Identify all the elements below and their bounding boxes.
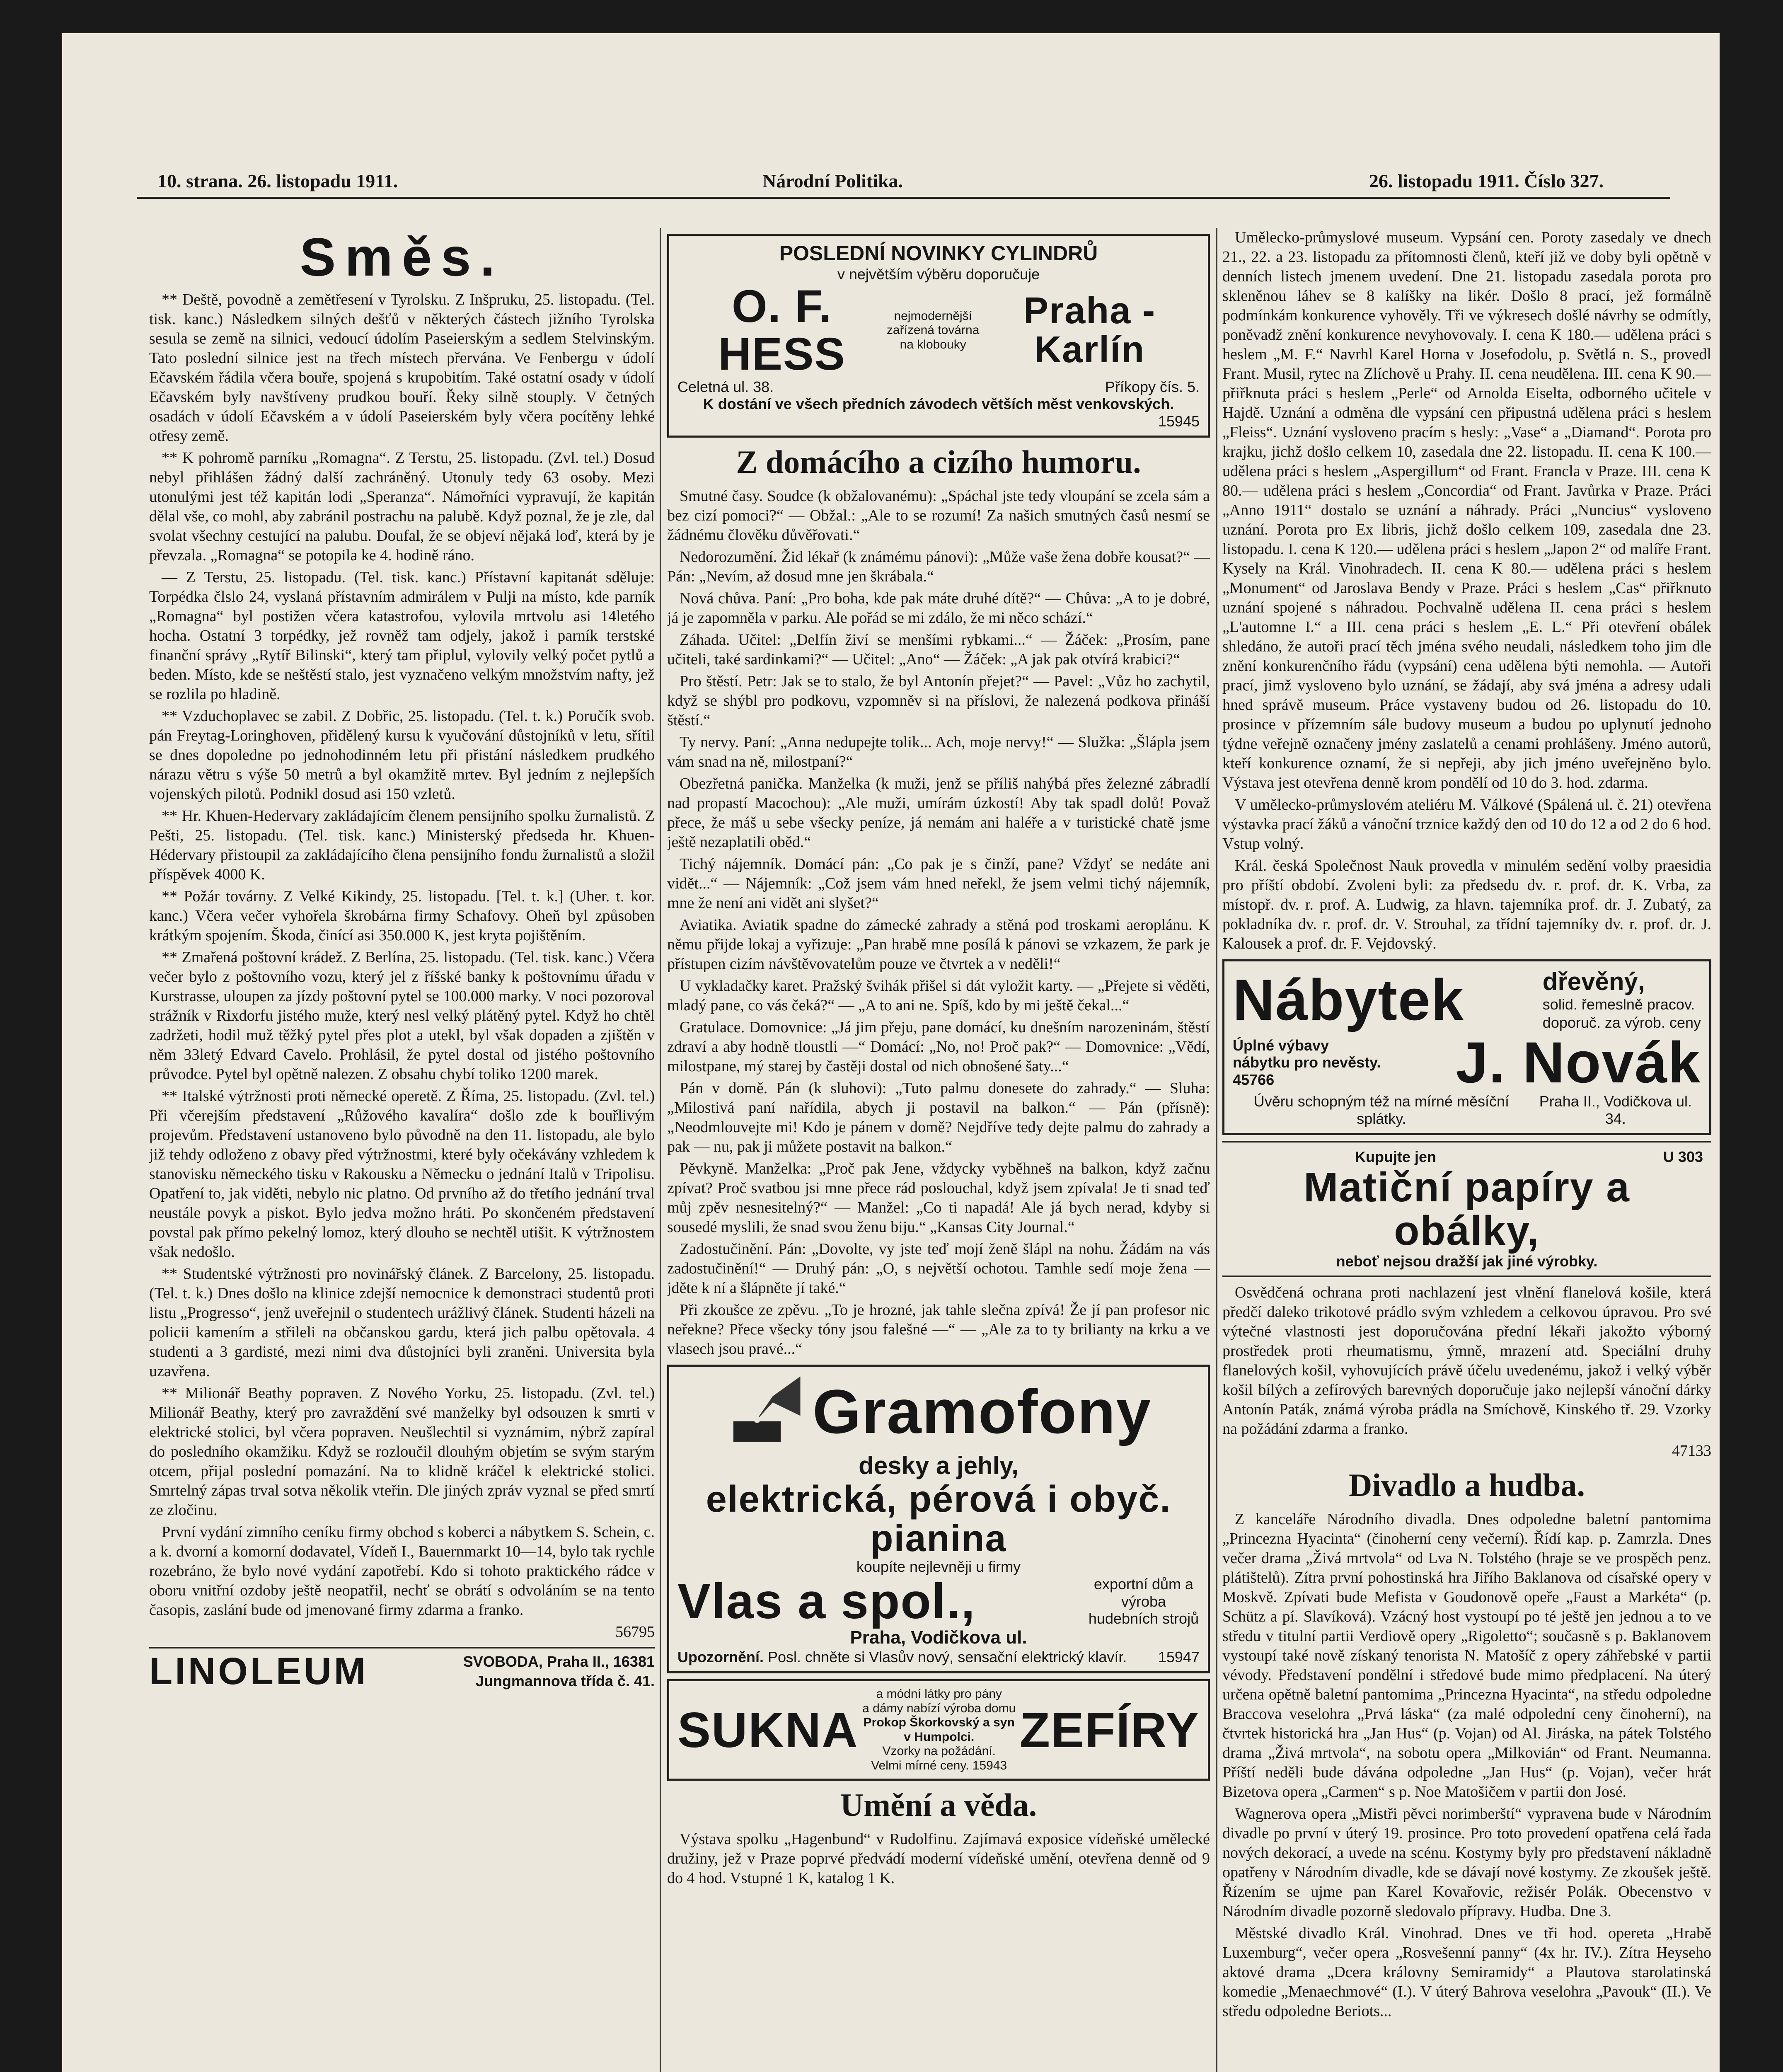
column-smes xyxy=(149,228,655,2072)
newspaper-page xyxy=(62,33,1720,2072)
nabytek-credit: Úvěru schopným též na mírné měsíční splátky. xyxy=(1253,1093,1509,1127)
hess-city: Praha - Karlín xyxy=(1023,290,1156,371)
article: ** Milionář Beathy popraven. Z Nového Yorku, 25. listopadu. (Zvl. tel.) Milionář Beathy, který pro zavraždění své manželky byl odsouzen k smrti v elektrické stolici, byl včera popraven. Neušlechtil si vyznámim, nýbrž zapíral do posledního okamžiku. Když se rozloučil dlouhým objetím se svým starým otcem, přijal poslední pomazání. Na to klidně kráčel k elektrické stolici. Smrtelný zápas trval sotva několik vteřin. Dle jiných zpráv vyznal se před smrtí ze zločinu. xyxy=(149,1385,655,1519)
anecdote: Ty nervy. Paní: „Anna nedupejte tolik... Ach, moje nervy!“ — Služka: „Šlápla jsem vám snad na ně, milostpaní?“ xyxy=(667,733,1210,771)
section-title-umeni: Umění a věda. xyxy=(840,1787,1037,1823)
ad-reference: 15947 xyxy=(1158,1648,1200,1666)
header-masthead: Národní Politika. xyxy=(762,170,903,191)
nabytek-bridal: Úplné výbavy nábytku pro nevěsty. xyxy=(1233,1036,1381,1071)
anecdote: Obezřetná panička. Manželka (k muži, jenž se příliš nahýbá přes železné zábradlí nad propastí Macochou): „Ale muži, umírám úzkostí! Aby tak spadl dolů! Považ přece, že máš u sebe všecky peníze, já nemám ani haléře a v turistické chatě jsme ještě nezaplatili oběd.“ xyxy=(667,775,1210,851)
article: V umělecko-průmyslovém ateliéru M. Válkové (Spálená ul. č. 21) otevřena výstavka prací žáků a vánoční trznice každý den od 10 do 12 a od 2 do 6 hod. Vstup volný. xyxy=(1222,796,1711,852)
article: Umělecko-průmyslové museum. Vypsání cen. Poroty zasedaly ve dnech 21., 22. a 23. listopadu za přítomnosti členů, kteří již ve doby byli opětně v denních listech jmenem uvedení. Dne 21. listopadu zasedala porota pro skleněnou láhev se 8 kalíšky na likér. Došlo 8 prací, jež formálně podmínkám konkurence vyhověly. Tři ve výkresech došlé návrhy se odmítly, poněvadž znění konkurence nevyhovovaly. I. cena K 180.— udělena práci s heslem „M. F.“ Navrhl Karel Horna v Josefodolu, p. Světlá n. S., provedl Frant. Musil, rytec na Zlíchově u Prahy. II. cena neudělena. III. cena K 90.— přiřknuta práci s heslem „Perle“ od Arnolda Eiselta, odborného učitele v Hajdě. Uznání a odměna dle vypsání cen připustná udělena práci s heslem „Fleiss“. Uznání vysloveno pracím s hesly: „Vase“ a „Diamand“. Porota pro krajku, jichž došlo celkem 10, zasedala dne 22. listopadu. II. cena K 100.— udělena práci s heslem „Aspergillum“ od Frant. Francla v Praze. III. cena K 80.— udělena práci s heslem „Concordia“ od Frant. Javůrka v Praze. Práci „Anno 1911“ dostalo se uznání a náhrady. Práci „Nuncius“ vysloveno uznání. Porota pro Ex libris, jichž došlo celkem 109, zasedala dne 23. listopadu. I. cena K 120.— udělena práci s heslem „Japon 2“ od malíře Frant. Kysely na Král. Vinohradech. II. cena K 80.— udělena práci s heslem „Monument“ od Jaroslava Bendy v Praze. Práci s heslem „Cas“ přiřknuto uznání spojené s náhradou. Pochvalně udělena II. cena práci s heslem „L'automne I.“ a III. cena práci s heslem „E. L.“ Při otevření obálek shledáno, že autoři prací těch jména svého neudali, následkem toho jim dle znění konkurenčního řádu (vypsání) cena udělena býti nemohla. — Autoři prací, jimž vysloveno bylo uznání, se žádají, aby svá jména a adresy udali hned správě museum. Práce vystaveny budou od 26. listopadu do 10. prosince v přízemním sále budovy museum a budou po uplynutí jednoho týdne veřejně označeny jmény zaslatelů a cenami prohlášeny. Jméno autorů, kteří konkurence oznamí, že si nepřeji, aby jich jméno uveřejněno bylo. Výstava jest otevřena denně krom pondělí od 10 do 3. hod. zdarma. xyxy=(1222,229,1711,792)
sukna-text xyxy=(862,1687,1016,1773)
article: ** K pohromě parníku „Romagna“. Z Terstu, 25. listopadu. (Zvl. tel.) Dosud nebyl přihlášen žádný další zachráněný. Utonuly tedy 63 osoby. Mezi utonulými jest též kapitán lodi „Speranza“. Námořníci vypravují, že kapitán dělal vše, co mohl, aby zabránil postrachu na palubě. Když poznal, že je zle, dal svolat všechny cestující na palubu. Doufal, že se objeví nějaká loď, která by je převzala. „Romagna“ se potopila ke 4. hodině ráno. xyxy=(149,449,655,564)
gramofony-note: Posl. chněte si Vlasův nový, sensační elektrický klavír. xyxy=(768,1648,1127,1666)
article: ** Vzduchoplavec se zabil. Z Dobřic, 25. listopadu. (Tel. t. k.) Poručík svob. pán Freytag-Loringhoven, přidělený kursu k vyučování důstojníků v letu, sřítil se dnes dopoledne po jednohodinném letu při přistání následkem prudkého nárazu větru s výše 50 metrů a byl okamžitě mrtev. Byl jedním z nejlepších vojenských pilotů. Podnikl dosud asi 150 vzletů. xyxy=(149,707,655,803)
hess-availability: K dostání ve všech předních závodech větších měst venkovských. xyxy=(703,395,1174,413)
gramofony-address: Praha, Vodičkova ul. xyxy=(850,1627,1027,1648)
sukna-line: v Humpolci. xyxy=(904,1730,975,1744)
hess-factory: nejmodernější zařízená továrna na klobouky xyxy=(886,309,980,351)
linoleum-line: SVOBODA, Praha II., 16381 xyxy=(463,1653,655,1670)
sukna-line: a dámy nabízí výroba domu xyxy=(862,1701,1016,1715)
article: Městské divadlo Král. Vinohrad. Dnes ve tři hod. opereta „Hrabě Luxemburg“, večer opera „Rosvešenní panny“ (4x hr. IV.). Zítra Heyseho aktové drama „Dcera královny Semiramidy“ a Plautova starolatinská komedie „Menaechmové“ (I.). V úterý Bahrova veselohra „Pavouk“ (II.). Ve středu odpoledne Beriots... xyxy=(1222,1924,1711,2020)
gramofony-line: koupíte nejlevněji u firmy xyxy=(856,1558,1021,1576)
column-divider xyxy=(660,228,661,2072)
maticni-title: Matiční papíry a obálky, xyxy=(1304,1164,1630,1254)
nabytek-wood: dřevěný, xyxy=(1542,968,1645,995)
anecdote: U vykladačky karet. Pražský švihák přišel si dát vyložit karty. — „Přejete si věděti, mladý pane, co vás čeká?“ — „A to ani ne. Spíš, kdo by mi ještě čekal...“ xyxy=(667,977,1210,1014)
nabytek-address: Praha II., Vodičkova ul. 34. xyxy=(1539,1093,1692,1127)
nabytek-title: Nábytek xyxy=(1233,967,1464,1032)
nabytek-firm: J. Novák xyxy=(1456,1030,1701,1095)
nabytek-line xyxy=(1233,1037,1382,1088)
gramofony-note-label: Upozornění. xyxy=(677,1648,764,1666)
anecdote: Tichý nájemník. Domácí pán: „Co pak je s činží, pane? Vždyť se nedáte ani vidět...“ — Nájemník: „Což jsem vám hned neřekl, že jsem velmi tichý nájemník, mne že není ani vidět ani slyšet?“ xyxy=(667,855,1210,912)
sukna-title: SUKNA xyxy=(677,1702,859,1758)
article: Osvědčená ochrana proti nachlazení jest vlnění flanelová košile, která předčí daleko trikotové prádlo svým vzhledem a celkovou úpravou. Pro své výtečné vlastnosti jest doporučována přední lékaři jakožto výborný prostředek proti rheumatismu, ýmně, mrazení atd. Speciální druhy flanelových košil, vyhovujících právě účelu uvedenému, jakož i velký výběr košil bílých a zefírových barevných doporučuje jako nejlepší vánoční dárky Antonín Paták, známá výroba prádla na Smíchově, Kinského tř. 29. Vzorky na požádání zdarma a franko. xyxy=(1222,1283,1711,1438)
article: Král. česká Společnost Nauk provedla v minulém sedění volby praesidia pro příští období. Zvoleni byli: za předsedu dv. r. prof. dr. K. Vrba, za místopř. dv. r. prof. A. Ludwig, za hlavn. tajemníka prof. dr. J. Zubatý, za pokladníka dv. r. prof. dr. V. Strouhal, za třídní tajemníky dv. r. prof. dr. J. Kalousek a prof. dr. F. Vejdovský. xyxy=(1222,857,1711,952)
gramophone-icon xyxy=(726,1372,804,1451)
anecdote: Smutné časy. Soudce (k obžalovanému): „Spáchal jste tedy vloupání se zcela sám a bez cizí pomoci?“ — Obžal.: „Ale to se rozumí! Za našich smutných časů nesmí se žádnému člověku důvěřovati.“ xyxy=(667,487,1210,544)
section-title-humor: Z domácího a cizího humoru. xyxy=(736,444,1141,480)
section-title-divadlo: Divadlo a hudba. xyxy=(1348,1467,1585,1503)
article: Z kanceláře Národního divadla. Dnes odpoledne baletní pantomima „Princezna Hyacinta“ (činoherní ceny večerní). Řídí kap. p. Zamrzla. Dnes večer drama „Živá mrtvola“ od Lva N. Tolstého (hraje se ve prospěch penz. plátištelů). Zítra první pohostinská hra Jiřího Baklanova od císařské opery v Moskvě. Zpívati bude Mefista v Goudonově opeře „Faust a Markéta“ (p. Schütz a pí. Slavíková). Vzácný host vystoupí po té ještě jen jednou a to ve středu v titulní partii Verdiově opery „Rigoletto“; současně s p. Baklanovem vystoupí také nově získaný tenorista N. Matošíč z opery záhřebské v partii vévody. Představení pondělní i středové bude mimo předplacení. Na úterý určena opětně baletní pantomima „Princezna Hyacinta“, na středu odpoledne Braccova veselohra „Prvá láska“ (za malé odpolední ceny činoherní), na čtvrtek historická hra „Jan Hus“ (p. Vojan) od Al. Jiráska, na pátek Tolstého drama „Živá mrtvola“, na sobotu opera „Milkovián“ od Frant. Neumanna. Příští neděli bude dávána odpoledne „Jan Hus“ (p. Vojan), večer hrát Bizetova opera „Carmen“ s p. Noe Matošičem v partii don José. xyxy=(1222,1510,1711,1801)
maticni-top: Kupujte jen xyxy=(1355,1148,1436,1166)
ad-reference: 47133 xyxy=(1672,1442,1711,1460)
sukna-ad xyxy=(667,1679,1210,1781)
article: ** Požár továrny. Z Velké Kikindy, 25. listopadu. [Tel. t. k.] (Uher. t. kor. kanc.) Včera večer vyhořela škrobárna firmy Schafovy. Oheň byl způsoben krátkým spojením. Škoda, činící asi 350.000 K, jest kryta pojištěním. xyxy=(149,888,655,944)
column-divider xyxy=(1216,228,1217,2072)
ad-reference: U 303 xyxy=(1663,1148,1703,1166)
ad-reference: 45766 xyxy=(1233,1071,1275,1088)
hess-name: O. F. HESS xyxy=(718,281,846,380)
linoleum-line: Jungmannova třída č. 41. xyxy=(475,1673,655,1690)
ad-reference: 56795 xyxy=(615,1623,655,1641)
gramofony-title: Gramofony xyxy=(812,1377,1152,1447)
article: ** Studentské výtržnosti pro novinářský článek. Z Barcelony, 25. listopadu. (Tel. t. k.) Dnes došlo na klinice zdejší nemocnice k demonstraci studentů proti listu „Progresso“, jenž uveřejnil o studentech urážlivý článek. Studenti házeli na policii kamením a střileli na občanskou gardu, která jich palbu opětovala. 4 studenti a 3 gardisté, mezi nimi dva důstojníci byli zraněni. Universita byla uzavřena. xyxy=(149,1265,655,1380)
article: První vydání zimního ceníku firmy obchod s koberci a nábytkem S. Schein, c. a k. dvorní a komorní dodavatel, Vídeň I., Bauernmarkt 10—14, bylo tak rychle rozebráno, že bylo nové vydání zapotřebí. Kdo si tohoto praktického rádce v oboru vnitřní ozdoby ještě neopatřil, nechť se obrátí s odvoláním se na tento časopis, zaslání bude od jmenované firmy zdarma a franko. xyxy=(149,1523,655,1619)
anecdote: Pán v domě. Pán (k sluhovi): „Tuto palmu donesete do zahrady.“ — Sluha: „Milostivá paní nařídila, abych ji postavil na balkon.“ — Pán (přísně): „Neodmlouvejte mi! Kdo je pánem v domě? Nejdříve tedy dejte palmu do zahrady a pak — nu, pak ji můžete postavit na balkon.“ xyxy=(667,1080,1210,1156)
article: ** Zmařená poštovní krádež. Z Berlína, 25. listopadu. (Tel. tisk. kanc.) Včera večer bylo z poštovního vozu, který jel z říšské banky k poštovnímu úřadu v Kurstrasse, uloupen za jízdy poštovní pytel se 100.000 marky. V noci pozoroval strážník v Rixdorfu jistého muže, který nesl velký plátěný pytel. Když ho chtěl zadržeti, hodil muž těžký pytel přes plot a utekl, byl však dopaden a zjištěn v něm 33letý Edvard Cavelo. Prohlásil, že pytel dostal od jistého poštovního průvodce. Pytel byl opětně nalezen. Z obsahu chybí toliko 1200 marek. xyxy=(149,949,655,1083)
article: — Z Terstu, 25. listopadu. (Tel. tisk. kanc.) Přístavní kapitanát sděluje: Torpédka člslo 24, vyslaná přístavním admirálem v Pulji na místo, kde parník „Romagna“ byl postižen včera katastrofou, vylovila mrtvolu asi 14letého hocha. Ostatní 3 torpédky, jež rovněž tam odjely, jakož i parník terstské finanční správy „Rytíř Bilinski“, který tam připlul, vylovily velký počet pytlů a beden. Místo, kde se neštěstí stalo, jest vyznačeno velkým množstvím nafty, jež se rozlila po hladině. xyxy=(149,569,655,703)
ad-reference: 15943 xyxy=(972,1758,1007,1772)
hess-headline: POSLEDNÍ NOVINKY CYLINDRŮ xyxy=(779,242,1098,265)
anecdote: Pěvkyně. Manželka: „Proč pak Jene, vždycky vyběhneš na balkon, když začnu zpívat? Proč svatbou jsi mne přece rád poslouchal, když jsem zpívala! Je ti snad teď můj zpěv nesnesitelný?“ — Manžel: „Co ti napadá! Ale já bych nerad, kdyby si sousedé myslili, že snad svou ženu biju.“ „Kansas City Journal.“ xyxy=(667,1160,1210,1236)
sukna-line: a módní látky pro pány xyxy=(876,1687,1002,1701)
maticni-bottom: neboť nejsou dražší jak jiné výrobky. xyxy=(1336,1252,1598,1270)
header-date-left: 10. strana. 26. listopadu 1911. xyxy=(157,170,398,191)
article: Wagnerova opera „Mistři pěvci norimberští“ vypravena bude v Národním divadle po první v úterý 19. prosince. Pro toto provedení opatřena celá řada nových dekorací, a uvede na scénu. Kostymy byly pro představení nákladně opatřeny v Národním divadle, kde se dávají nové kostymy. Ze zkoušek ještě. Řízením se ujme pan Karel Kovařovic, režisér Polák. Obecenstvo v Národním divadle pozorně sledovalo přípravy. Hudba. Dne 3. xyxy=(1222,1805,1711,1920)
header-rule xyxy=(137,197,1670,199)
anecdote: Nová chůva. Paní: „Pro boha, kde pak máte druhé dítě?“ — Chůva: „A to je dobré, já je zapomněla v parku. Ale pořád se mi zdálo, že mi něco schází.“ xyxy=(667,590,1210,627)
nabytek-line: solid. řemeslně pracov. xyxy=(1542,996,1695,1013)
column-humor xyxy=(667,228,1210,2072)
gramofony-firm: Vlas a spol., xyxy=(677,1573,976,1629)
article: ** Italské výtržnosti proti německé operetě. Z Říma, 25. listopadu. (Zvl. tel.) Při včerejším představení „Růžového kavalíra“ došlo zde k bouřlivým projevům. Představení ustanoveno bylo původně na den 11. listopadu, ale bylo již tehdy odloženo z obavy před výtržnostmi, které byly očekávány vzhledem k stanovisku německého tisku v Rakousku a Německu o jednání Italů v Tripolisu. Opatření to, jak viděti, nebylo nic platno. Od prvního až do třetího jednání trval neustále povyk a piskot. Bylo jedva možno hráti. Po skončeném představení povstal pak přímo pekelný lomoz, který dlouho se nechtěl utišit. K výtržnostem však nedošlo. xyxy=(149,1087,655,1261)
maticni-ad xyxy=(1222,1141,1711,1277)
column-culture xyxy=(1222,228,1711,2072)
anecdote: Gratulace. Domovnice: „Já jim přeju, pane domácí, ku dnešním narozeninám, štěstí zdraví a aby hodně tloustli —“ Domácí: „No, no! Proč pak?“ — Domovnice: „Vědí, milostpane, mý starej by častěji dostal od nich obnošené šaty...“ xyxy=(667,1019,1210,1075)
nabytek-line: doporuč. za výrob. ceny xyxy=(1542,1014,1701,1031)
anecdote: Zadostučinění. Pán: „Dovolte, vy jste teď mojí ženě šlápl na nohu. Žádám na vás zadostučinění!“ — Druhý pán: „O, s největší ochotou. Tamhle sedí moje žena — jděte k ní a šlápněte jí také.“ xyxy=(667,1240,1210,1297)
article: ** Deště, povodně a zemětřesení v Tyrolsku. Z Inšpruku, 25. listopadu. (Tel. tisk. kanc.) Následkem silných dešťů v některých částech jižního Tyrolska sesula se země na silnici, vedoucí údolím Paseierským a sedlem Stelvinským. Tato poslední silnice jest na třech místech přervána. Ve Fenbergu v údolí Ečavském řádila včera bouře, spojená s krupobitím. Také ostatní osady v údolí Ečavském byly navštíveny prudkou bouří. Řeky silně stouply. V četných osadách v údolí Ečavském a v údolí Paseierském byly včera pocítěny lehké otřesy země. xyxy=(149,291,655,445)
anecdote: Aviatika. Aviatik spadne do zámecké zahrady a stěná pod troskami aeroplánu. K němu přijde lokaj a vyřizuje: „Pan hrabě mne posílá k pánovi se vzkazem, že park je přístupen cizím návštěvovatelům pouze ve čtvrtek a v neděli!“ xyxy=(667,916,1210,973)
linoleum-ad xyxy=(149,1647,655,1691)
anecdote: Při zkoušce ze zpěvu. „To je hrozné, jak tahle slečna zpívá! Že jí pan profesor nic neřekne? Přece všecky tóny jsou falešné —“ — „Ale za to ty brilianty na krku a ve vlasech jsou pravé...“ xyxy=(667,1301,1210,1358)
sukna-line: Velmi mírné ceny. xyxy=(871,1758,969,1772)
linoleum-address xyxy=(463,1652,655,1691)
header-date-right: 26. listopadu 1911. Číslo 327. xyxy=(1369,170,1604,191)
gramofony-ad xyxy=(667,1365,1210,1673)
hess-sub: v největším výběru doporučuje xyxy=(837,265,1040,283)
anecdote: Záhada. Učitel: „Delfín živí se menšími rybkami...“ — Žáček: „Prosím, pane učiteli, také sardinkami?“ — Učitel: „Ano“ — Žáček: „A jak pak otvírá krabici?“ xyxy=(667,631,1210,668)
anecdote: Nedorozumění. Žid lékař (k známému pánovi): „Může vaše žena dobře kousat?“ — Pán: „Nevím, až dosud mne jen škrábala.“ xyxy=(667,548,1210,586)
sukna-line: Vzorky na požádání. xyxy=(882,1744,996,1758)
ad-reference: 15945 xyxy=(1158,412,1200,430)
article: ** Hr. Khuen-Hedervary zakládajícím členem pensijního spolku žurnalistů. Z Pešti, 25. listopadu. (Tel. tisk. kanc.) Ministerský předseda hr. Khuen-Hédervary přistoupil za zakládajícího člena pensijního fondu žurnalistů a složil příspěvek 4000 K. xyxy=(149,807,655,883)
article: Výstava spolku „Hagenbund“ v Rudolfinu. Zajímavá exposice vídeňské umělecké družiny, jež v Praze poprvé předvádí moderní vídeňské umění, otevřena denně od 9 do 4 hod. Vstupné 1 K, katalog 1 K. xyxy=(667,1830,1210,1887)
anecdote: Pro štěstí. Petr: Jak se to stalo, že byl Antonín přejet?“ — Pavel: „Vůz ho zachytil, když se shýbl pro podkovu, vzpomněv si na příslovi, že nalezená podkova přináší štěstí.“ xyxy=(667,673,1210,729)
hess-ad xyxy=(667,234,1210,438)
sukna-firm: Prokop Škorkovský a syn xyxy=(863,1716,1015,1730)
gramofony-pianos: elektrická, pérová i obyč. pianina xyxy=(706,1479,1171,1559)
gramofony-export: exportní dům a výroba hudebních strojů xyxy=(1088,1576,1199,1627)
hess-address: Celetná ul. 38. xyxy=(677,378,774,395)
page-header xyxy=(62,33,1720,191)
linoleum-title: LINOLEUM xyxy=(149,1650,368,1692)
zefiry-title: ZEFÍRY xyxy=(1019,1702,1200,1758)
hess-address: Příkopy čís. 5. xyxy=(1105,378,1200,395)
gramofony-line: desky a jehly, xyxy=(859,1452,1019,1480)
section-title-smes: Směs. xyxy=(300,228,504,287)
nabytek-ad xyxy=(1222,959,1711,1135)
